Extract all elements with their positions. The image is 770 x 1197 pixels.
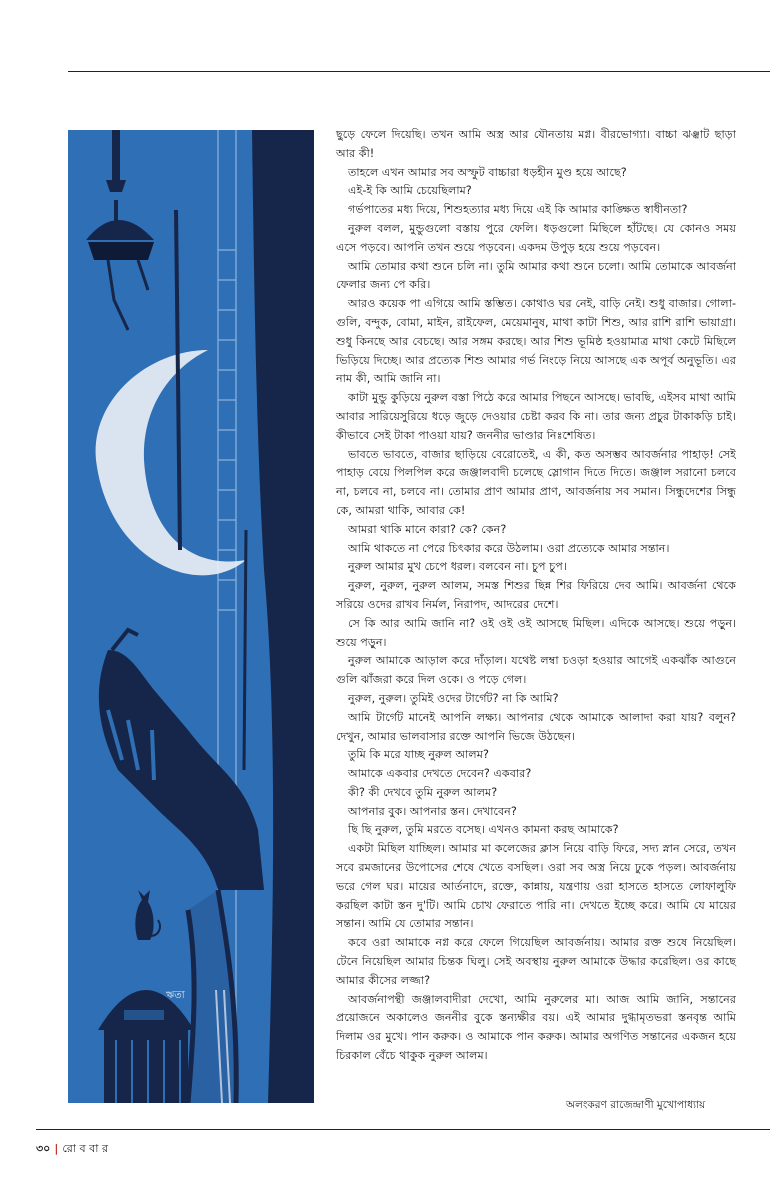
paragraph: ছুড়ে ফেলে দিয়েছি। তখন আমি অস্ত্র আর যৌনতায় মগ্ন। বীরভোগ্যা। বাচ্চা ঝঞ্ঝাট ছাড়া আর কী! — [336, 128, 736, 160]
paragraph: আরও কয়েক পা এগিয়ে আমি স্তম্ভিত। কোথাও ঘর নেই, বাড়ি নেই। শুধু বাজার। গোলা-গুলি, বন্দুক, বোমা, মাইন, রাইফেল, মেয়েমানুষ, মাথা কাটা শিশু, আর রাশি রাশি ভায়াগ্রা। শুধু কিনছে আর বেচছে। আর সঙ্গম করছে। আর শিশু ভূমিষ্ঠ হওয়ামাত্র মাথা কেটে মিছিলে ভিড়িয়ে দিচ্ছে। আর প্রত্যেক শিশু আমার গর্ভ নিংড়ে নিয়ে আসছে এক অপূর্ব অনুভূতি। এর নাম কী, আমি জানি না। — [336, 297, 736, 386]
page-number: ৩০ — [36, 1142, 51, 1155]
paragraph: আমি থাকতে না পেরে চিৎকার করে উঠলাম। ওরা প্রত্যেকে আমার সন্তান। — [348, 541, 670, 555]
paragraph: তুমি কি মরে যাচ্ছ নুরুল আলম? — [348, 748, 489, 762]
artist-signature: ঋতা — [166, 990, 185, 1001]
paragraph: নুরুল আমাকে আড়াল করে দাঁড়াল। যথেষ্ট লম্বা চওড়া হওয়ার আগেই একঝাঁক আগুনে গুলি ঝাঁজরা করে দিল ওকে। ও পড়ে গেল। — [336, 654, 736, 687]
paragraph: আবর্জনাপন্থী জঞ্জালবাদীরা দেখো, আমি নুরুলের মা। আজ আমি জানি, সন্তানের প্রয়োজনে অকালেও জননীর বুকে স্তন্যক্ষীর বয়। এই আমার দুগ্ধামৃতভরা স্তনবৃন্ত আমি দিলাম ওর মুখে। পান করুক। ও আমাকে পান করুক। আমার অগণিত সন্তানের একজন হয়ে চিরকাল বেঁচে থাকুক নুরুল আলম। — [336, 992, 736, 1063]
paragraph: সে কি আর আমি জানি না? ওই ওই ওই আসছে মিছিল। এদিকে আসছে। শুয়ে পড়ুন। শুয়ে পড়ুন। — [336, 616, 736, 649]
paragraph: গর্ভপাতের মধ্য দিয়ে, শিশুহত্যার মধ্য দিয়ে এই কি আমার কাঙ্ক্ষিত স্বাধীনতা? — [348, 203, 688, 217]
paragraph: নুরুল, নুরুল। তুমিই ওদের টার্গেট? না কি আমি? — [348, 691, 559, 705]
paragraph: কবে ওরা আমাকে নগ্ন করে ফেলে গিয়েছিল আবর্জনায়। আমার রক্ত শুষে নিয়েছিল। টেনে নিয়েছিল আমার চিন্তক ঘিলু। সেই অবস্থায় নুরুল আমাকে উদ্ধার করেছিল। ওর কাছে আমার কীসের লজ্জা? — [336, 936, 736, 987]
article-body — [336, 126, 736, 1066]
paragraph: তাহলে এখন আমার সব অস্ফুট বাচ্চারা ধড়হীন মুণ্ড হয়ে আছে? — [348, 165, 627, 179]
top-rule — [68, 71, 770, 72]
paragraph: কী? কী দেখবে তুমি নুরুল আলম? — [348, 785, 498, 799]
paragraph: নুরুল, নুরুল, নুরুল আলম, সমস্ত শিশুর ছিন্ন শির ফিরিয়ে দেব আমি। আবর্জনা থেকে সরিয়ে ওদের রাখব নির্মল, নিরাপদ, আদরের দেশে। — [336, 579, 736, 611]
paragraph: আমরা থাকি মানে কারা? কে? কেন? — [348, 522, 507, 536]
folio-separator: | — [54, 1142, 59, 1155]
paragraph: আমি টার্গেট মানেই আপনি লক্ষ্য। আপনার থেকে আমাকে আলাদা করা যায়? বলুন? দেখুন, আমার ভালবাসার রক্তে আপনি ভিজে উঠছেন। — [336, 710, 736, 743]
magazine-name: রো ব বা র — [62, 1142, 109, 1155]
folio — [36, 1140, 108, 1159]
paragraph: আপনার বুক। আপনার স্তন। দেখাবেন? — [348, 804, 517, 818]
paragraph: ভাবতে ভাবতে, বাজার ছাড়িয়ে বেরোতেই, এ কী, কত অসম্ভব আবর্জনার পাহাড়! সেই পাহাড় বেয়ে পিলপিল করে জঞ্জালবাদী চলেছে স্লোগান দিতে দিতে। জঞ্জাল সরানো চলবে না, চলবে না, চলবে না। তোমার প্রাণ আমার প্রাণ, আবর্জনায় সব সমান। সিন্ধুদেশের সিন্ধু কে, আমরা থাকি, আবার কে! — [336, 447, 736, 517]
paragraph: নুরুল আমার মুখ চেপে ধরল। বলবেন না। চুপ চুপ। — [348, 560, 567, 574]
bottom-rule — [36, 1129, 770, 1130]
paragraph: একটা মিছিল যাচ্ছিল। আমার মা কলেজের ক্লাস নিয়ে বাড়ি ফিরে, সদ্য স্নান সেরে, তখন সবে রমজানের উপোসের শেষে খেতে বসছিল। ওরা সব অস্ত্র নিয়ে ঢুকে পড়ল। আবর্জনায় ভরে গেল ঘর। মায়ের আর্তনাদে, রক্তে, কান্নায়, যন্ত্রণায় ওরা হাসতে হাসতে লোফালুফি করছিল কাটা স্তন দু'টি। আমি চোখ ফেরাতে পারি না। দেখতে ইচ্ছে করে। আমি যে মায়ের সন্তান। আমি যে তোমার সন্তান। — [336, 842, 736, 931]
paragraph: আমি তোমার কথা শুনে চলি না। তুমি আমার কথা শুনে চলো। আমি তোমাকে আবর্জনা ফেলার জন্য পে করি। — [336, 259, 736, 292]
illustration — [68, 130, 314, 1103]
paragraph: আমাকে একবার দেখতে দেবেন? একবার? — [348, 767, 532, 781]
paragraph: এই-ই কি আমি চেয়েছিলাম? — [348, 184, 472, 198]
paragraph: নুরুল বলল, মুন্ডুগুলো বস্তায় পুরে ফেলি। ধড়গুলো মিছিলে হাঁটছে। যে কোনও সময় এসে পড়বে। আপনি তখন শুয়ে পড়বেন। একদম উপুড় হয়ে শুয়ে পড়বেন। — [336, 221, 736, 254]
illustration-credit: অলংকরণ রাজেন্দ্রাণী মুখোপাধ্যায় — [566, 1099, 706, 1111]
paragraph: ছি ছি নুরুল, তুমি মরতে বসেছ। এখনও কামনা করছ আমাকে? — [348, 823, 619, 837]
paragraph: কাটা মুন্ডু কুড়িয়ে নুরুল বস্তা পিঠে করে আমার পিছনে আসছে। ভাবছি, এইসব মাথা আমি আবার সারিয়েসুরিয়ে ধড়ে জুড়ে দেওয়ার চেষ্টা করব কি না। তার জন্য প্রচুর টাকাকড়ি চাই। কীভাবে সেই টাকা পাওয়া যায়? জননীর ভাণ্ডার নিঃশেষিত। — [336, 391, 736, 442]
